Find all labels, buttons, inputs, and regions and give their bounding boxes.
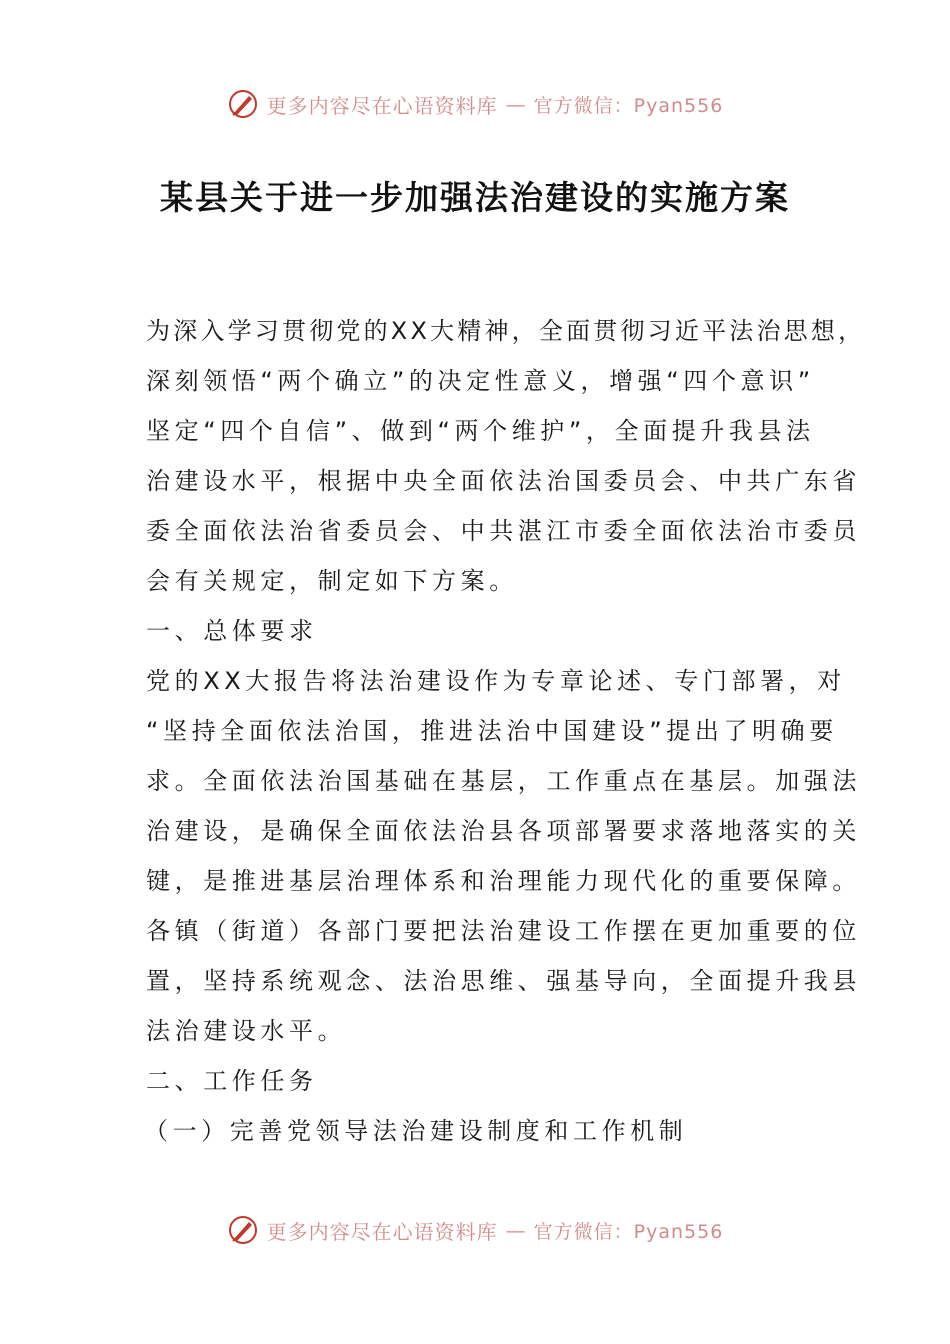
footer-watermark <box>0 1210 950 1250</box>
body-line: 党的XX大报告将法治建设作为专章论述、专门部署，对 <box>146 667 846 695</box>
body-line: 键，是推进基层治理体系和治理能力现代化的重要保障。 <box>146 867 861 895</box>
watermark-dash: — <box>505 92 526 116</box>
document-body <box>144 306 866 1156</box>
body-line: 置，坚持系统观念、法治思维、强基导向，全面提升我县 <box>146 967 861 995</box>
body-line: 求。全面依法治国基础在基层，工作重点在基层。加强法 <box>146 767 861 795</box>
watermark-text: 更多内容尽在心语资料库 <box>266 93 498 118</box>
body-line: 坚定“四个自信”、做到“两个维护”，全面提升我县法 <box>146 417 815 445</box>
body-line: 治建设，是确保全面依法治县各项部署要求落地落实的关 <box>146 817 861 845</box>
body-line: 会有关规定，制定如下方案。 <box>146 567 518 595</box>
body-line: 深刻领悟“两个确立”的决定性意义，增强“四个意识” <box>146 367 815 395</box>
section-heading: 一、总体要求 <box>146 617 318 645</box>
watermark-wechat: 官方微信：Pyan556 <box>533 1220 724 1243</box>
watermark-text: 更多内容尽在心语资料库 <box>266 1219 498 1244</box>
body-line: 为深入学习贯彻党的XX大精神，全面贯彻习近平法治思想， <box>146 317 866 345</box>
body-line: “坚持全面依法治国，推进法治中国建设”提出了明确要 <box>146 717 838 745</box>
subsection-heading: （一）完善党领导法治建设制度和工作机制 <box>144 1117 688 1145</box>
quill-logo-icon <box>227 88 259 120</box>
body-line: 法治建设水平。 <box>146 1017 347 1045</box>
body-line: 各镇（街道）各部门要把法治建设工作摆在更加重要的位 <box>146 917 861 945</box>
header-watermark <box>0 84 950 124</box>
watermark-wechat: 官方微信：Pyan556 <box>533 94 724 117</box>
body-line: 治建设水平，根据中央全面依法治国委员会、中共广东省 <box>146 467 861 495</box>
body-line: 委全面依法治省委员会、中共湛江市委全面依法治市委员 <box>146 517 861 545</box>
section-heading: 二、工作任务 <box>146 1067 318 1095</box>
quill-logo-icon <box>227 1214 259 1246</box>
document-title: 某县关于进一步加强法治建设的实施方案 <box>160 178 790 217</box>
watermark-dash: — <box>505 1218 526 1242</box>
